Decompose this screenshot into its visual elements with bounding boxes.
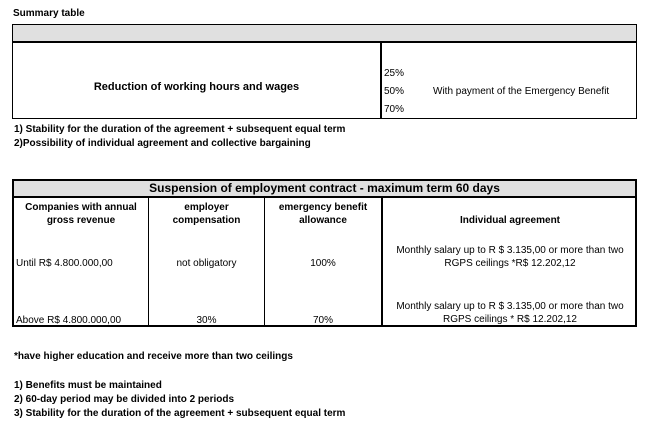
reduction-table (12, 24, 637, 119)
row2-agreement: Monthly salary up to R $ 3.135,00 or more than two RGPS ceilings * R$ 12.202,12 (396, 301, 624, 325)
column-header-revenue: Companies with annual gross revenue (25, 202, 137, 226)
page-title: Summary table (13, 8, 85, 19)
row2-revenue: Above R$ 4.800.000,00 (16, 315, 122, 326)
note-agreement: 2)Possibility of individual agreement and collective bargaining (14, 138, 311, 149)
column-divider (380, 43, 382, 118)
row2-employer: 30% (196, 315, 217, 326)
row1-revenue: Until R$ 4.800.000,00 (16, 258, 113, 269)
note-stability: 1) Stability for the duration of the agreement + subsequent equal term (14, 124, 346, 135)
note-period: 2) 60-day period may be divided into 2 periods (14, 394, 235, 405)
row1-employer: not obligatory (176, 258, 237, 269)
row1-benefit: 100% (310, 258, 336, 269)
column-header-employer: employer compensation (172, 202, 241, 226)
footnote: *have higher education and receive more than two ceilings (14, 351, 293, 362)
emergency-benefit-text: With payment of the Emergency Benefit (433, 86, 610, 97)
reduction-label: Reduction of working hours and wages (93, 81, 300, 93)
percentage-50: 50% (384, 86, 405, 97)
suspension-table (12, 179, 637, 327)
note-benefits: 1) Benefits must be maintained (14, 380, 162, 391)
column-header-benefit: emergency benefit allowance (278, 202, 368, 226)
row1-agreement: Monthly salary up to R $ 3.135,00 or more than two RGPS ceilings *R$ 12.202,12 (396, 245, 624, 269)
row2-benefit: 70% (312, 315, 333, 326)
suspension-heading: Suspension of employment contract - maximum term 60 days (14, 181, 635, 198)
column-header-agreement: Individual agreement (459, 215, 561, 226)
reduction-table-header (13, 25, 636, 43)
percentage-25: 25% (384, 68, 405, 79)
percentage-70: 70% (384, 104, 405, 115)
note-stability-2: 3) Stability for the duration of the agreement + subsequent equal term (14, 408, 346, 419)
